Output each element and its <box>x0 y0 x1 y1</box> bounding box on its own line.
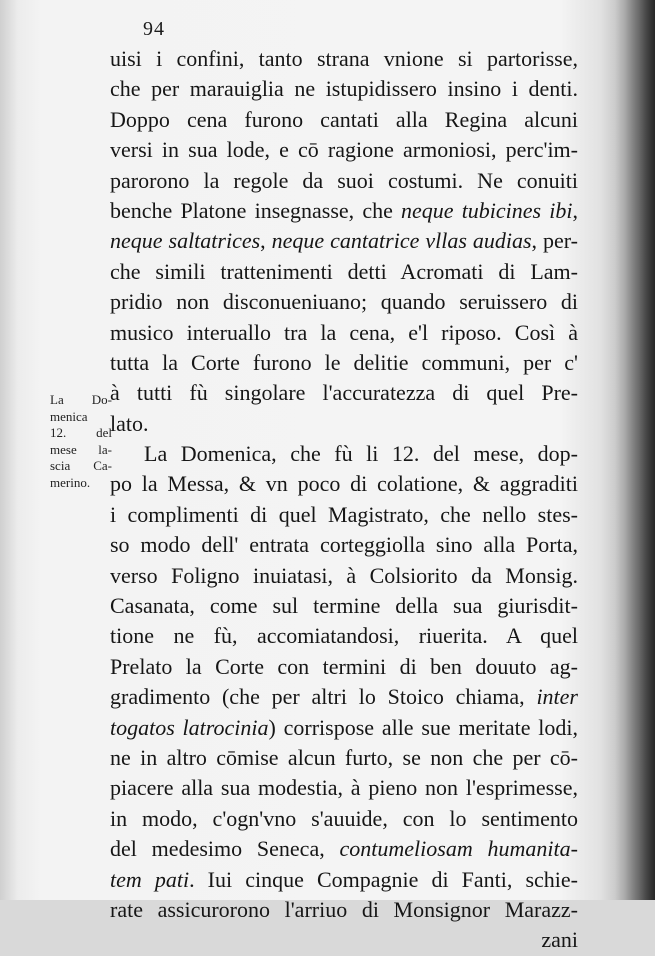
text-line <box>110 865 578 895</box>
text-span: Casanata, come sul termine della sua giurisdit- <box>110 593 578 619</box>
margin-note-line: La Do- <box>50 392 112 407</box>
text-line <box>110 469 578 499</box>
text-span: piacere alla sua modestia, à pieno non l'esprimesse, <box>110 775 578 801</box>
text-line <box>110 804 578 834</box>
text-span: po la Messa, & vn poco di colatione, & aggraditi <box>110 471 578 497</box>
text-span: verso Foligno inuiatasi, à Colsiorito da Monsig. <box>110 562 578 588</box>
margin-note-line: mese la- <box>50 441 112 457</box>
italic-text: tem pati <box>110 866 190 892</box>
text-span: parorono la regole da suoi costumi. Ne conuiti <box>110 167 578 193</box>
text-span: , per- <box>531 228 578 254</box>
text-line <box>110 530 578 560</box>
text-line <box>110 105 578 135</box>
text-line <box>110 925 578 955</box>
text-span: tutta la Corte furono le delitie communi, per c' <box>110 349 578 375</box>
text-line <box>110 409 578 439</box>
text-span: ) corrispose alle sue meritate lodi, <box>268 714 579 740</box>
text-line <box>110 348 578 378</box>
margin-note <box>50 392 112 491</box>
italic-text: neque cantatrice vllas audias <box>271 228 532 254</box>
text-span: ne in altro cōmise alcun furto, se non che per cō- <box>110 744 578 770</box>
text-span: del medesimo Seneca, <box>110 836 340 862</box>
text-line <box>110 743 578 773</box>
margin-note-line: menica <box>50 408 88 424</box>
text-span: Prelato la Corte con termini di ben douuto ag- <box>110 653 578 679</box>
text-span: pridio non disconueniuano; quando seruissero di <box>110 289 578 315</box>
text-span: lato. <box>110 410 149 436</box>
margin-note-line: merino. <box>50 474 91 490</box>
text-line <box>110 895 578 925</box>
text-line <box>110 378 578 408</box>
margin-note-line: scia Ca- <box>50 458 112 473</box>
text-line <box>110 713 578 743</box>
text-span: benche Platone insegnasse, che <box>110 197 402 223</box>
italic-text: inter <box>536 684 578 710</box>
text-line <box>110 287 578 317</box>
text-span: i complimenti di quel Magistrato, che nello stes- <box>110 501 578 527</box>
text-line <box>110 500 578 530</box>
text-span: Doppo cena furono cantati alla Regina alcuni <box>110 106 578 132</box>
margin-note-line: 12. del <box>50 425 112 440</box>
italic-text: togatos latrocinia <box>110 714 269 740</box>
text-span: . Iui cinque Compagnie di Fanti, schie- <box>189 866 579 892</box>
text-span: che per marauiglia ne istupidissero insino i denti. <box>110 76 578 102</box>
text-line <box>110 196 578 226</box>
text-span: rate assicurorono l'arriuo di Monsignor Marazz- <box>110 896 578 922</box>
text-line <box>110 318 578 348</box>
text-line <box>110 652 578 682</box>
text-span: tione ne fù, accomiatandosi, riuerita. A quel <box>110 623 578 649</box>
text-line <box>110 74 578 104</box>
italic-text: neque saltatrices <box>110 228 261 254</box>
text-line <box>110 621 578 651</box>
text-span: che simili trattenimenti detti Acromati di Lam- <box>110 258 578 284</box>
text-line <box>110 773 578 803</box>
text-line <box>110 561 578 591</box>
text-span: musico interuallo tra la cena, e'l riposo. Così à <box>110 319 578 345</box>
text-span: versi in sua lode, e cō ragione armoniosi, perc'im- <box>110 137 578 163</box>
text-span: gradimento (che per altri lo Stoico chiama, <box>110 684 537 710</box>
text-span: so modo dell' entrata corteggiolla sino alla Porta, <box>110 532 578 558</box>
text-span: , <box>572 197 578 223</box>
italic-text: neque tubicines ibi <box>401 197 573 223</box>
text-line <box>110 682 578 712</box>
text-span: , <box>260 228 272 254</box>
text-span: La Domenica, che fù li 12. del mese, dop- <box>144 441 578 467</box>
text-span: zani <box>541 927 578 953</box>
text-line <box>110 591 578 621</box>
text-span: à tutti fù singolare l'accuratezza di quel Pre- <box>110 380 578 406</box>
text-line <box>110 166 578 196</box>
text-line <box>110 834 578 864</box>
text-line <box>110 257 578 287</box>
text-span: in modo, c'ogn'vno s'auuide, con lo sentimento <box>110 805 578 831</box>
page-number: 94 <box>143 18 165 40</box>
italic-text: contumeliosam humanita- <box>339 836 578 862</box>
body-text <box>110 44 578 956</box>
text-line <box>110 44 578 74</box>
text-line <box>110 135 578 165</box>
text-line <box>110 439 578 469</box>
text-line <box>110 226 578 256</box>
page-edge-shadow <box>615 0 655 900</box>
text-span: uisi i confini, tanto strana vnione si partorisse, <box>110 46 578 71</box>
